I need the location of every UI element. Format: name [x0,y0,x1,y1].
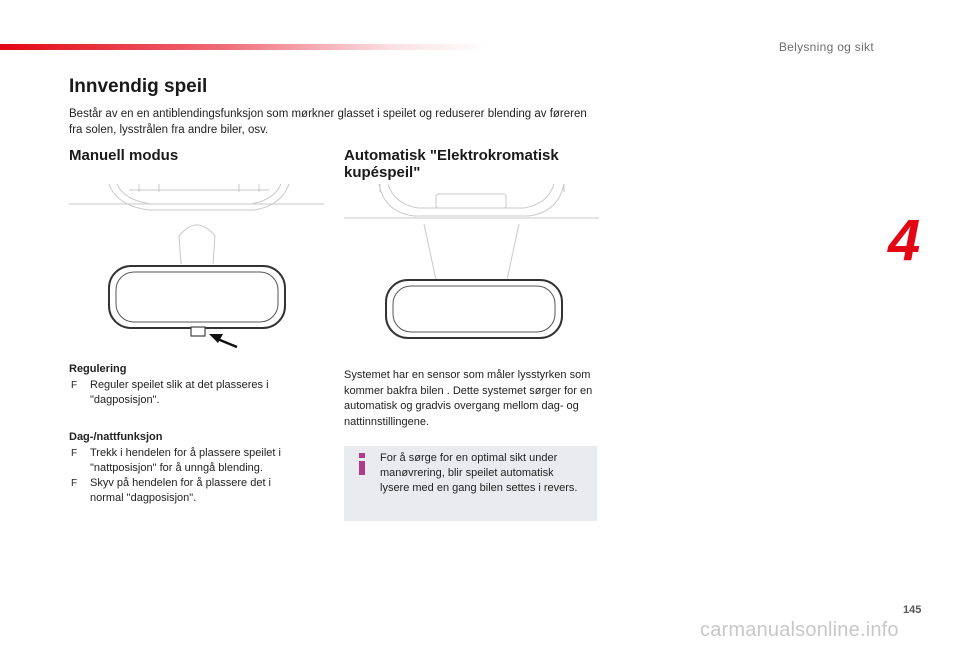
day-night-block [69,430,304,506]
automatic-mode-title: Automatisk "Elektrokromatisk kupéspeil" [344,147,559,181]
bullet-icon: F [71,478,78,489]
list-item-text: Reguler speilet slik at det plasseres i "dagposisjon". [90,379,269,406]
list-item [69,446,304,476]
bullet-icon: F [71,448,78,459]
manual-mode-title: Manuell modus [69,147,179,164]
list-item [69,476,304,506]
bullet-icon: F [71,380,78,391]
adjustment-heading: Regulering [69,363,127,375]
intro-paragraph: Består av en en antiblendingsfunksjon som mørkner glasset i speilet og reduserer blending av føreren fra solen, lysstrålen fra andre biler, osv. [69,108,587,136]
list-item-text: Skyv på hendelen for å plassere det i normal "dagposisjon". [90,477,272,504]
info-text: For å sørge for en optimal sikt under manøvrering, blir speilet automatisk lysere med en gang bilen settes i revers. [380,452,578,494]
adjustment-block [69,362,299,408]
day-night-heading: Dag-/nattfunksjon [69,431,163,443]
info-icon [353,453,371,475]
automatic-description: Systemet har en sensor som måler lysstyrken som kommer bakfra bilen . Dette systemet sørger for en automatisk og gradvis overgang mellom dag- og nattinnstillingene. [344,369,593,428]
page-title: Innvendig speil [69,76,208,97]
watermark: carmanualsonline.info [700,619,899,641]
header-accent-bar [0,44,490,50]
automatic-mirror-illustration [344,184,599,344]
info-box [344,446,597,521]
section-header: Belysning og sikt [778,40,874,54]
list-item [69,378,299,408]
chapter-number: 4 [888,208,921,273]
page-number: 145 [903,604,922,616]
list-item-text: Trekk i hendelen for å plassere speilet i "nattposisjon" for å unngå blending. [90,447,281,474]
arrow-icon [209,334,237,347]
manual-mirror-illustration [69,184,324,352]
